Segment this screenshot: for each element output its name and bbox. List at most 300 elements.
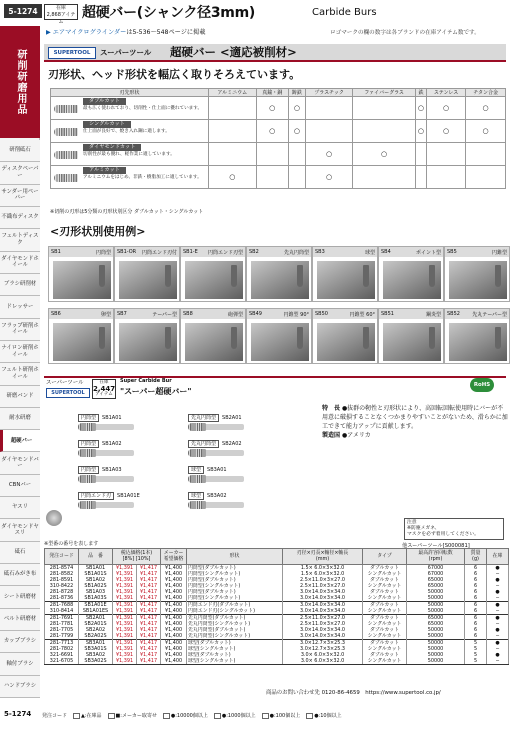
usage-caption [181, 309, 245, 319]
usage-code: SB52 [447, 311, 460, 317]
usage-label: 先丸テーパー型 [472, 311, 507, 318]
table-cell: 3.0×14.0×3×34.0 [283, 608, 363, 615]
legend-item [214, 712, 256, 719]
table-cell[interactable]: 321-6691 [45, 652, 79, 658]
table-cell: 50000 [407, 652, 465, 658]
stock-badge: 在庫 2,868アイテム [44, 4, 78, 20]
table-cell: ¥1,400 [161, 608, 187, 615]
sidebar-item[interactable]: 砥石みがき布 [0, 564, 40, 586]
table-cell: ¥1,400 [161, 652, 187, 658]
table-cell: 6 [465, 595, 487, 602]
material-row [51, 143, 506, 166]
table-cell: 50000 [407, 633, 465, 640]
table-cell: SB2A02 [79, 627, 113, 633]
usage-label: 円錐型 90° [283, 311, 309, 318]
product-shape [78, 440, 198, 454]
table-cell: シングルカット [363, 621, 407, 627]
suitability-mark [305, 97, 352, 120]
suitability-mark [426, 143, 465, 166]
table-cell: 円筒型(ダブルカット) [187, 589, 283, 595]
usage-caption [49, 309, 113, 319]
material-column-header: プラスチック [305, 89, 352, 97]
legend-label: ●:10000個以上 [170, 713, 208, 719]
table-cell: 球型(ダブルカット) [187, 652, 283, 658]
sidebar-item[interactable]: 砥石 [0, 542, 40, 564]
product-logo: SUPERTOOL [46, 388, 90, 398]
legend-label: ●:1000個以上 [221, 713, 256, 719]
usage-example [180, 308, 246, 364]
table-cell: ¥1,400 [161, 577, 187, 583]
table-cell: 先丸円筒型(シングルカット) [187, 633, 283, 640]
suitability-mark [209, 143, 257, 166]
cut-type-cell [51, 143, 209, 166]
table-cell: ● [487, 652, 509, 658]
burr-head-image [78, 475, 96, 483]
usage-code: SB8 [183, 311, 193, 317]
origin-label: 製造国 [322, 432, 341, 439]
table-cell: ¥1,400 [161, 595, 187, 602]
usage-example [48, 246, 114, 302]
usage-label: 円錐型 [491, 249, 507, 256]
table-cell: ¥1,400 [161, 615, 187, 622]
sidebar-item[interactable]: サンダー用ペーパー [0, 185, 40, 207]
shape-code: SB3A02 [207, 493, 227, 499]
usage-example [312, 246, 378, 302]
table-cell: 3.0× 6.0×3×32.0 [283, 652, 363, 658]
legend-label: ▲:在庫品 [81, 713, 102, 719]
burr-image [54, 174, 78, 182]
table-cell: ¥1,417 [137, 646, 161, 652]
table-cell[interactable]: 281-8574 [45, 565, 79, 572]
product-shape-label [78, 414, 122, 421]
table-cell[interactable]: 281-8728 [45, 589, 79, 595]
suitability-mark [209, 97, 257, 120]
page-number-bottom: 5-1274 [4, 710, 32, 718]
table-cell[interactable]: 281-7802 [45, 646, 79, 652]
product-shape-label [78, 492, 140, 499]
feature-text: ●抜群の靭性と刃形状により、高回転回転使用時にバーが不用意に破損することなくつかまりやすいことがないため、滑らかに加工できて能力アップに貢献します。 [322, 405, 508, 430]
suitability-mark [209, 120, 257, 143]
sample-disc-image [46, 510, 62, 526]
legend-item [73, 712, 102, 719]
usage-label: 卵型 [100, 311, 111, 318]
table-cell: ¥1,417 [137, 602, 161, 609]
table-cell[interactable]: 281-8591 [45, 577, 79, 583]
table-cell: 円筒エンド刃(シングルカット) [187, 608, 283, 615]
table-cell: SB2A01S [79, 621, 113, 627]
table-cell: ¥1,400 [161, 640, 187, 647]
table-cell: シングルカット [363, 658, 407, 665]
table-cell: 球型(シングルカット) [187, 646, 283, 652]
suitability-mark: ○ [305, 166, 352, 189]
suitability-mark [353, 97, 416, 120]
product-shape [78, 466, 198, 480]
table-cell[interactable]: 321-6705 [45, 658, 79, 665]
table-cell: ¥1,400 [161, 646, 187, 652]
suitability-mark: ○ [415, 120, 426, 143]
shape-code: SB2A02 [222, 441, 242, 447]
suitability-mark [466, 143, 506, 166]
usage-code: SB7 [117, 311, 127, 317]
shape-tag: 円筒エンド刃 [78, 492, 114, 500]
usage-label: 円錐型 60° [349, 311, 375, 318]
table-cell: 65000 [407, 577, 465, 583]
usage-example [378, 308, 444, 364]
table-cell: ダブルカット [363, 589, 407, 595]
product-shape [188, 440, 308, 454]
cut-type-name: シングルカット [83, 121, 131, 128]
table-cell: 5 [465, 652, 487, 658]
sidebar-item[interactable]: 研磨バンド [0, 386, 40, 408]
burr-bit-image [231, 265, 237, 287]
table-cell: ¥1,391 [113, 633, 137, 640]
shape-code: SB1A01E [117, 493, 140, 499]
suitability-mark: ○ [353, 143, 416, 166]
table-cell: − [487, 633, 509, 640]
table-cell: ¥1,400 [161, 621, 187, 627]
table-cell: 50000 [407, 658, 465, 665]
table-cell: 6 [465, 583, 487, 589]
burr-bit-image [363, 265, 369, 287]
table-cell: SB1A02 [79, 577, 113, 583]
product-shape [78, 492, 198, 506]
table-cell: 3.0×14.0×3×34.0 [283, 589, 363, 595]
table-cell: ¥1,400 [161, 633, 187, 640]
material-column-header: 鉄 [415, 89, 426, 97]
material-row [51, 97, 506, 120]
table-cell: シングルカット [363, 595, 407, 602]
usage-image [449, 261, 507, 299]
usage-code: SB4 [381, 249, 391, 255]
legend-item [108, 712, 157, 719]
table-cell: SB2A02S [79, 633, 113, 640]
usage-example [114, 246, 180, 302]
legend-label: 発注コード [42, 713, 68, 719]
table-cell: シングルカット [363, 608, 407, 615]
table-cell: − [487, 583, 509, 589]
table-cell: 50000 [407, 589, 465, 595]
table-cell: 球型(ダブルカット) [187, 640, 283, 647]
sidebar-item[interactable]: CBNバー [0, 475, 40, 497]
usage-code: SB49 [249, 311, 262, 317]
cross-reference-link[interactable] [46, 27, 205, 36]
suitability-mark [256, 166, 288, 189]
table-cell: 1.5× 6.0×3×32.0 [283, 571, 363, 577]
legend-item [262, 712, 301, 719]
product-shape-label [188, 414, 242, 421]
table-cell: 円筒型(シングルカット) [187, 571, 283, 577]
table-cell: 円筒型(ダブルカット) [187, 565, 283, 572]
table-cell: 円筒型(シングルカット) [187, 583, 283, 589]
usage-code: SB6 [51, 311, 61, 317]
sidebar-item[interactable]: ダイヤモンドバー [0, 452, 40, 474]
table-cell[interactable]: 281-8582 [45, 571, 79, 577]
table-cell: SB3A01S [79, 646, 113, 652]
burr-image [54, 128, 78, 136]
table-cell: ¥1,391 [113, 646, 137, 652]
rohs-badge: RoHS [470, 378, 494, 392]
table-cell: ¥1,417 [137, 565, 161, 572]
table-cell: ダブルカット [363, 640, 407, 647]
usage-image [185, 261, 243, 299]
sidebar-item[interactable]: 研削砥石 [0, 140, 40, 162]
sidebar-item[interactable]: フェルト研削ホイール [0, 363, 40, 385]
usage-code: SB5 [447, 249, 457, 255]
column-header: 在庫 [487, 549, 509, 565]
usage-code: SB2 [249, 249, 259, 255]
sidebar-item[interactable]: 不織布ディスク [0, 207, 40, 229]
table-cell: 6 [465, 589, 487, 595]
table-cell: ¥1,417 [137, 652, 161, 658]
table-cell: 6 [465, 602, 487, 609]
table-cell: SB1A03 [79, 589, 113, 595]
table-cell: ¥1,391 [113, 589, 137, 595]
table-cell[interactable]: 281-8736 [45, 595, 79, 602]
table-cell: SB3A01 [79, 640, 113, 647]
table-cell[interactable]: 281-7781 [45, 621, 79, 627]
table-cell: 65000 [407, 583, 465, 589]
burr-bit-image [495, 265, 501, 287]
sidebar-item[interactable]: ダイヤモンドヤスリ [0, 519, 40, 541]
usage-example [444, 308, 510, 364]
table-cell: SB3A02S [79, 658, 113, 665]
table-cell[interactable]: 281-7691 [45, 615, 79, 622]
usage-example [114, 308, 180, 364]
table-cell: 球型(シングルカット) [187, 658, 283, 665]
usage-caption [49, 247, 113, 257]
cut-type-name: アルミカット [83, 167, 126, 174]
product-shape [188, 466, 308, 480]
legend-swatch [73, 713, 80, 719]
table-cell: 65000 [407, 615, 465, 622]
suitability-mark: ○ [288, 97, 305, 120]
shape-tag: 球型 [188, 466, 204, 474]
shape-code: SB2A01 [222, 415, 242, 421]
table-cell: ¥1,417 [137, 627, 161, 633]
sidebar-item[interactable]: 超硬バー [0, 430, 40, 452]
table-cell: 50000 [407, 640, 465, 647]
table-cell: ¥1,391 [113, 602, 137, 609]
material-column-header: アルミニウム [209, 89, 257, 97]
section-heading: 超硬バー <適応被削材> [170, 45, 297, 59]
suitability-mark [288, 143, 305, 166]
product-name: "スーパー超硬バー" [120, 387, 192, 396]
table-cell: ¥1,417 [137, 595, 161, 602]
shape-tag: 先丸円筒型 [188, 440, 219, 448]
burr-bit-image [165, 327, 171, 349]
table-cell: 6 [465, 577, 487, 583]
link-text[interactable]: エアマイクログラインダー [52, 29, 127, 36]
usage-image [119, 323, 177, 361]
usage-image [449, 323, 507, 361]
shape-tag: 円筒型 [78, 466, 99, 474]
usage-image [53, 323, 111, 361]
usage-label: 先丸円筒型 [283, 249, 309, 256]
usage-caption [181, 247, 245, 257]
table-cell: − [487, 571, 509, 577]
table-cell: SB1A02S [79, 583, 113, 589]
suitability-mark: ○ [305, 143, 352, 166]
sidebar-item[interactable]: カップブラシ [0, 631, 40, 653]
table-cell: 1.5× 6.0×3×32.0 [283, 565, 363, 572]
usage-image [383, 261, 441, 299]
table-cell: ¥1,391 [113, 577, 137, 583]
burr-image [78, 502, 134, 508]
cut-type-desc: アルミニウムをはじめ、非鉄・樹脂加工に適しています。 [83, 175, 202, 180]
table-cell: SB1A01ES [79, 608, 113, 615]
table-cell: ¥1,400 [161, 571, 187, 577]
usage-image [383, 323, 441, 361]
product-name-en: Super Carbide Bur [120, 378, 172, 384]
table-cell[interactable]: 310-8414 [45, 608, 79, 615]
product-shape [188, 492, 308, 506]
suitability-mark: ○ [426, 97, 465, 120]
sidebar-item[interactable]: 軸付ブラシ [0, 653, 40, 675]
table-cell: ¥1,417 [137, 633, 161, 640]
features [322, 404, 508, 440]
table-cell[interactable]: 281-7799 [45, 633, 79, 640]
usage-code: SB50 [315, 311, 328, 317]
usage-label: 球型 [364, 249, 375, 256]
sidebar-item[interactable]: ブラシ研削材 [0, 274, 40, 296]
table-cell: ¥1,417 [137, 608, 161, 615]
product-shape-label [188, 492, 227, 499]
burr-image [78, 476, 134, 482]
column-header: 質量 (g) [465, 549, 487, 565]
sidebar-item[interactable]: ヤスリ [0, 497, 40, 519]
suitability-mark: ○ [288, 120, 305, 143]
burr-bit-image [363, 327, 369, 349]
suitability-mark [353, 120, 416, 143]
material-table [50, 88, 506, 189]
burr-head-image [78, 449, 96, 457]
table-header-note: ※型番の番号を表します [44, 541, 99, 547]
stock-unit: アイテム [95, 392, 113, 397]
sidebar-item[interactable]: ナイロン研削ホイール [0, 341, 40, 363]
suitability-mark: ○ [466, 97, 506, 120]
table-cell: ¥1,417 [137, 621, 161, 627]
table-cell: ダブルカット [363, 652, 407, 658]
table-cell: シングルカット [363, 571, 407, 577]
table-cell: − [487, 608, 509, 615]
usage-label: テーパー型 [152, 311, 177, 318]
material-column-header: ファイバーグラス [353, 89, 416, 97]
usage-image [317, 261, 375, 299]
table-cell: − [487, 595, 509, 602]
table-header: 刃先形状 [51, 89, 209, 97]
sidebar-item[interactable]: ベルト研磨材 [0, 609, 40, 631]
sidebar-item[interactable]: ハンドブラシ [0, 676, 40, 698]
sidebar-item[interactable]: シート研磨材 [0, 586, 40, 608]
legend-swatch [262, 713, 269, 719]
table-cell: ¥1,417 [137, 571, 161, 577]
usage-label: 円筒エンド刃型 [207, 249, 243, 256]
column-header: メーカー 希望価格 [161, 549, 187, 565]
sidebar-item[interactable]: フラップ研削ホイール [0, 319, 40, 341]
sidebar-item[interactable]: ダイヤモンドホイール [0, 252, 40, 274]
table-cell: 50000 [407, 627, 465, 633]
product-shape [78, 414, 198, 428]
shape-tag: 円筒型 [78, 440, 99, 448]
legend-swatch [108, 713, 115, 719]
sidebar-item[interactable]: ディスクペーパー [0, 162, 40, 184]
table-cell: ダブルカット [363, 565, 407, 572]
burr-image [188, 502, 244, 508]
burr-bit-image [297, 327, 303, 349]
burr-image [78, 450, 134, 456]
burr-head-image [78, 501, 96, 509]
shape-code: SB1A02 [102, 441, 122, 447]
maker-name: スーパーツール [100, 48, 152, 57]
table-cell[interactable]: 310-8422 [45, 583, 79, 589]
usage-example [180, 246, 246, 302]
usage-caption [445, 309, 509, 319]
table-cell: ¥1,391 [113, 652, 137, 658]
table-cell: SB1A01 [79, 565, 113, 572]
table-cell: ● [487, 615, 509, 622]
cut-type-name: ダイヤモンドカット [83, 144, 141, 151]
legend-label: ●:10個以上 [314, 713, 342, 719]
table-cell: 6 [465, 608, 487, 615]
usage-caption [379, 247, 443, 257]
table-cell: − [487, 621, 509, 627]
shape-code: SB3A01 [207, 467, 227, 473]
product-shape-label [188, 440, 242, 447]
page-title-en: Carbide Burs [312, 7, 377, 18]
shape-tag: 円筒型 [78, 414, 99, 422]
table-cell[interactable]: 281-7688 [45, 602, 79, 609]
table-cell: 6 [465, 621, 487, 627]
table-cell: ● [487, 589, 509, 595]
stock-label: 在庫 [99, 380, 109, 385]
table-cell: 50000 [407, 608, 465, 615]
usage-image [185, 323, 243, 361]
table-cell: ¥1,391 [113, 583, 137, 589]
suitability-mark [305, 120, 352, 143]
sidebar-item[interactable]: ドレッサー [0, 296, 40, 318]
suitability-mark [415, 143, 426, 166]
sidebar-item[interactable]: フェルトディスク [0, 229, 40, 251]
burr-image [188, 450, 244, 456]
table-cell: ¥1,391 [113, 627, 137, 633]
column-header: 税込価格(1本) [8%] [10%] [113, 549, 161, 565]
usage-label: 鋼炎型 [425, 311, 441, 318]
usage-example [246, 246, 312, 302]
table-cell[interactable]: 281-7705 [45, 627, 79, 633]
usage-example [312, 308, 378, 364]
sidebar-item[interactable]: 耐水研磨 [0, 408, 40, 430]
legend-item [42, 712, 67, 719]
table-cell[interactable]: 281-7713 [45, 640, 79, 647]
table-cell: ¥1,417 [137, 577, 161, 583]
usage-code: SB1 [51, 249, 61, 255]
suitability-mark [256, 143, 288, 166]
usage-code: SB51 [381, 311, 394, 317]
cut-type-desc: 仕上面が良好で、焼き入れ鋼に適します。 [83, 129, 170, 134]
table-cell: SB1A01S [79, 571, 113, 577]
usage-example [246, 308, 312, 364]
material-column-header: チタン合金 [466, 89, 506, 97]
usage-code: SB3 [315, 249, 325, 255]
burr-bit-image [495, 327, 501, 349]
legend-label: ■:メーカー取寄せ [115, 713, 157, 719]
shape-tag: 球型 [188, 492, 204, 500]
usage-image [317, 323, 375, 361]
usage-image [251, 261, 309, 299]
product-shape-label [78, 440, 122, 447]
table-cell: シングルカット [363, 633, 407, 640]
usage-image [251, 323, 309, 361]
